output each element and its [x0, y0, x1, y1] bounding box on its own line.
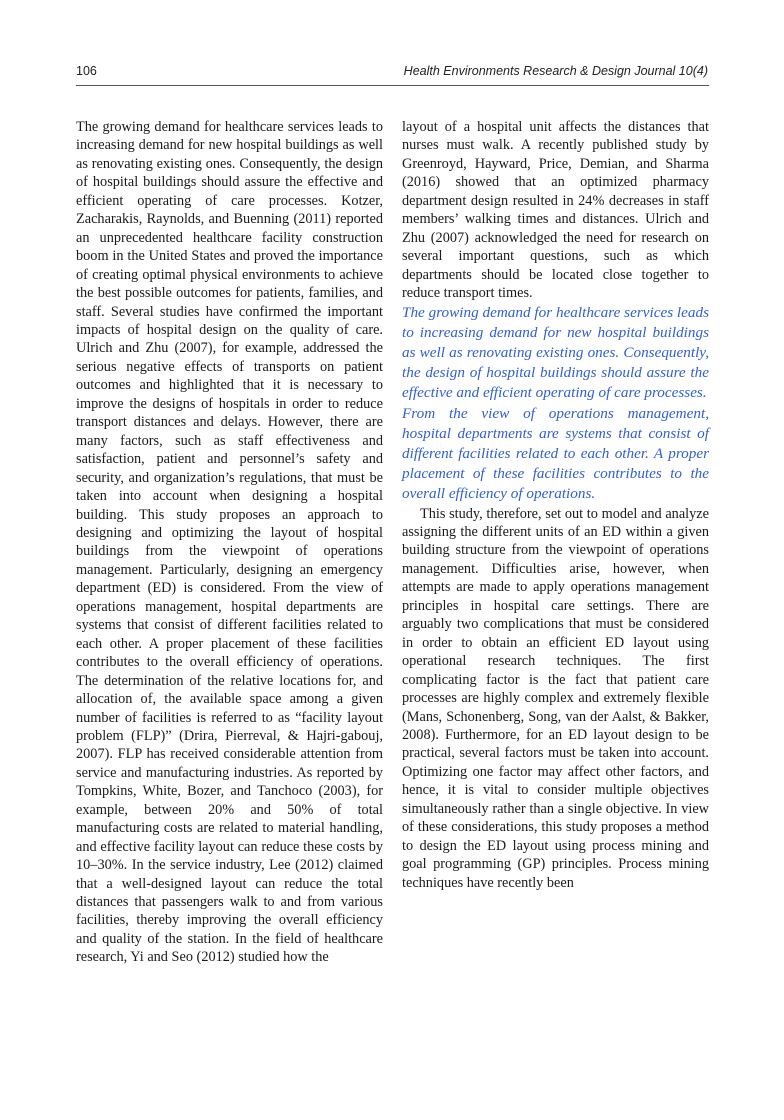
pull-quote: From the view of operations management, hospital departments are systems that consist of different facilities related to each other. A proper placement of these facilities contributes to the overall efficiency of operations.: [402, 404, 709, 503]
pull-quote: The growing demand for healthcare services leads to increasing demand for new hospital buildings as well as renovating existing ones. Consequently, the design of hospital buildings should assure the effective and efficient operating of care processes.: [402, 303, 709, 402]
body-paragraph: This study, therefore, set out to model and analyze assigning the different units of an ED within a given building structure from the viewpoint of operations management. Difficulties arise, however, when attempts are made to apply operations management principles in hospital care settings. There are arguably two complications that must be considered in order to obtain an efficient ED layout using operational research techniques. The first complicating factor is the fact that patient care processes are highly complex and extremely flexible (Mans, Schonenberg, Song, van der Aalst, & Bakker, 2008). Furthermore, for an ED layout design to be practical, several factors must be taken into account. Optimizing one factor may affect other factors, and hence, it is vital to consider multiple objectives simultaneously rather than a single objective. In view of these considerations, this study proposes a method to design the ED layout using process mining and goal programming (GP) principles. Process mining techniques have recently been: [402, 505, 709, 891]
left-column: [76, 118, 383, 967]
page-number: 106: [76, 64, 97, 78]
journal-title: Health Environments Research & Design Journal 10(4): [403, 64, 708, 78]
body-paragraph: The growing demand for healthcare services leads to increasing demand for new hospital buildings as well as renovating existing ones. Consequently, the design of hospital buildings should assure the effective and efficient operating of care processes. Kotzer, Zacharakis, Raynolds, and Buenning (2011) reported an unprecedented healthcare facility construction boom in the United States and proved the importance of creating optimal physical environments to achieve the best possible outcomes for patients, families, and staff. Several studies have confirmed the important impacts of hospital design on the quality of care. Ulrich and Zhu (2007), for example, addressed the serious negative effects of transports on patient outcomes and highlighted that it is necessary to improve the designs of hospitals in order to reduce transport distances and delays. However, there are many factors, such as staff effectiveness and satisfaction, patient and personnel’s safety and security, and organization’s regulations, that must be taken into account when designing a hospital building. This study proposes an approach to designing and optimizing the layout of hospital buildings from the viewpoint of operations management. Particularly, designing an emergency department (ED) is considered. From the view of operations management, hospital departments are systems that consist of different facilities related to each other. A proper placement of these facilities contributes to the overall efficiency of operations. The determination of the relative locations for, and allocation of, the available space among a given number of facilities is referred to as “facility layout problem (FLP)” (Drira, Pierreval, & Hajri-gabouj, 2007). FLP has received considerable attention from service and manufacturing industries. As reported by Tompkins, White, Bozer, and Tanchoco (2003), for example, between 20% and 50% of total manufacturing costs are related to material handling, and effective facility layout can reduce these costs by 10–30%. In the service industry, Lee (2012) claimed that a well-designed layout can reduce the total distances that passengers walk to and from various facilities, thereby improving the overall efficiency and quality of the station. In the field of healthcare research, Yi and Seo (2012) studied how the: [76, 119, 383, 966]
right-column: [402, 118, 709, 892]
header-rule: [76, 85, 709, 86]
body-paragraph: layout of a hospital unit affects the distances that nurses must walk. A recently published study by Greenroyd, Hayward, Price, Demian, and Sharma (2016) showed that an optimized pharmacy department design resulted in 24% decreases in staff members’ walking times and distances. Ulrich and Zhu (2007) acknowledged the need for research on several important questions, such as which departments should be located close together to reduce transport times.: [402, 119, 709, 302]
